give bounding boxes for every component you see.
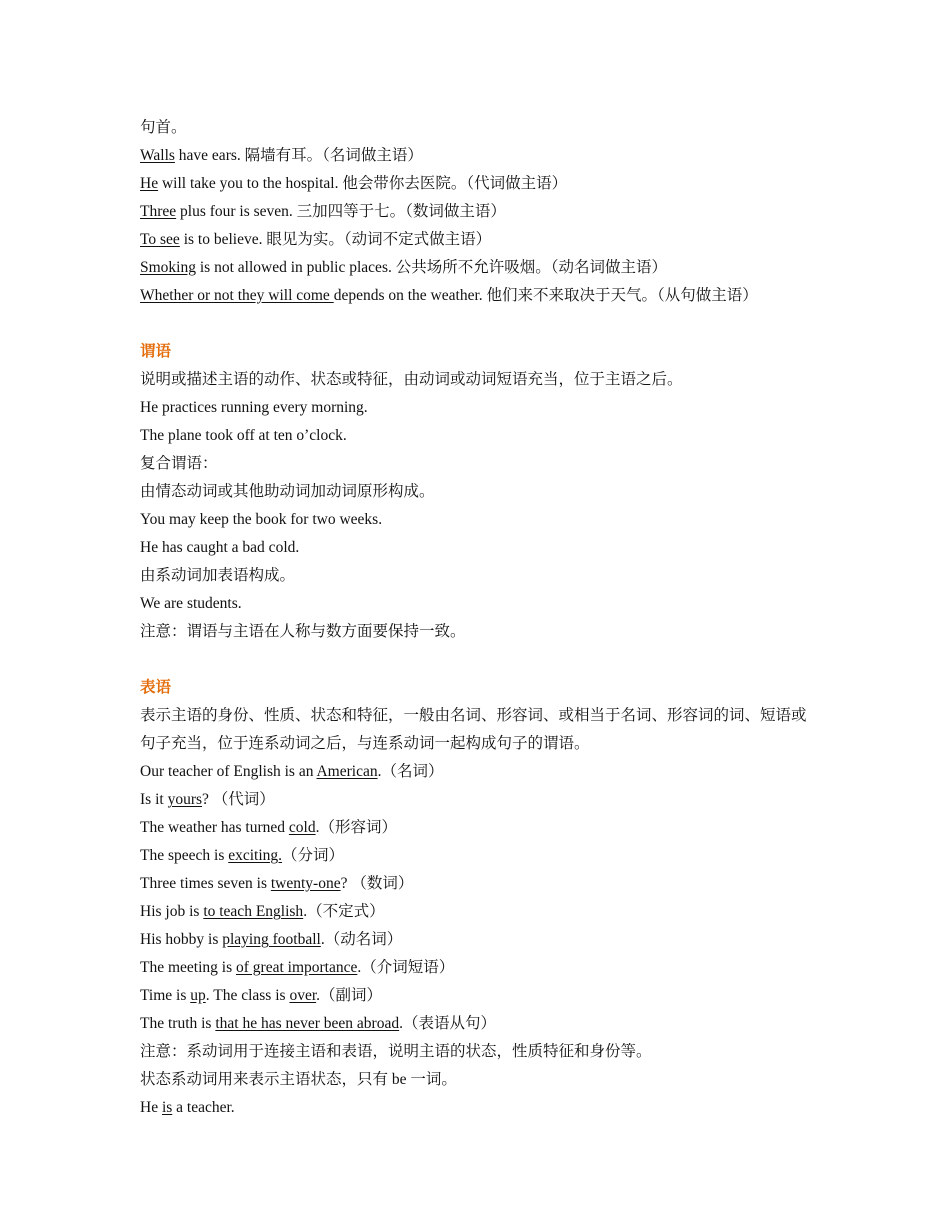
sentence-pre: The weather has turned <box>140 819 289 836</box>
sentence-pre: Three times seven is <box>140 875 271 892</box>
underlined-predicative: over <box>289 987 317 1004</box>
text-line: We are students. <box>140 595 242 612</box>
sentence-pre: His hobby is <box>140 931 223 948</box>
sentence-post: ? （数词） <box>340 875 414 892</box>
example-sentence <box>140 226 820 254</box>
underlined-subject: To see <box>140 231 180 248</box>
example-sentence <box>140 898 820 926</box>
text-line: 由系动词加表语构成。 <box>140 567 296 584</box>
underlined-predicative: up <box>190 987 206 1004</box>
example-sentence <box>140 954 820 982</box>
sentence-post: .（不定式） <box>303 903 385 920</box>
underlined-predicative: that he has never been abroad <box>215 1015 400 1032</box>
sentence-rest: plus four is seven. 三加四等于七。（数词做主语） <box>176 203 506 220</box>
underlined-subject: Smoking <box>140 259 196 276</box>
sentence-pre: The meeting is <box>140 959 236 976</box>
underlined-predicative: playing football <box>222 931 321 948</box>
text-line: He has caught a bad cold. <box>140 539 300 556</box>
example-sentence <box>140 786 820 814</box>
sentence-post: ? （代词） <box>202 791 275 808</box>
section-heading-predicative: 表语 <box>140 679 172 696</box>
example-sentence <box>140 254 820 282</box>
text-line: 由情态动词或其他助动词加动词原形构成。 <box>140 483 435 500</box>
example-sentence <box>140 842 820 870</box>
underlined-predicative: exciting. <box>228 847 283 864</box>
underlined-predicative: of great importance <box>236 959 358 976</box>
sentence-pre: He <box>140 1099 162 1116</box>
intro-paragraph: 表示主语的身份、性质、状态和特征，一般由名词、形容词、或相当于名词、形容词的词、短语或句子充当，位于连系动词之后，与连系动词一起构成句子的谓语。 <box>140 707 807 752</box>
sentence-rest: is to believe. 眼见为实。（动词不定式做主语） <box>179 231 492 248</box>
example-sentence <box>140 926 820 954</box>
underlined-predicative: cold <box>288 819 316 836</box>
text-line: 复合谓语： <box>140 455 218 472</box>
underlined-subject: He <box>140 175 159 192</box>
text-line: He practices running every morning. <box>140 399 368 416</box>
sentence-post: .（动名词） <box>320 931 403 948</box>
example-sentence <box>140 1094 820 1122</box>
sentence-rest: have ears. 隔墙有耳。（名词做主语） <box>174 147 423 164</box>
sentence-pre: The truth is <box>140 1015 216 1032</box>
underlined-subject: Three <box>140 203 177 220</box>
example-sentence <box>140 870 820 898</box>
underlined-predicative: twenty-one <box>270 875 341 892</box>
section-heading-predicate: 谓语 <box>140 343 172 360</box>
underlined-predicative: yours <box>167 791 203 808</box>
example-sentence <box>140 170 820 198</box>
sentence-rest: is not allowed in public places. 公共场所不允许吸烟。（动名词做主语） <box>195 259 667 276</box>
example-sentence <box>140 1010 820 1038</box>
sentence-post: .（介词短语） <box>357 959 455 976</box>
sentence-rest: will take you to the hospital. 他会带你去医院。（代词做主语） <box>158 175 568 192</box>
underlined-predicative: to teach English <box>203 903 304 920</box>
note-line: 状态系动词用来表示主语状态，只有 be 一词。 <box>140 1071 457 1088</box>
sentence-post: .（形容词） <box>315 819 397 836</box>
sentence-pre: His job is <box>140 903 204 920</box>
sentence-post: （分词） <box>282 847 345 864</box>
note-line: 注意：系动词用于连接主语和表语，说明主语的状态，性质特征和身份等。 <box>140 1043 652 1060</box>
paragraph-spacer <box>140 646 820 674</box>
sentence-rest: depends on the weather. 他们来不来取决于天气。（从句做主语） <box>333 287 758 304</box>
example-sentence <box>140 198 820 226</box>
paragraph-spacer <box>140 310 820 338</box>
text-line: The plane took off at ten o’clock. <box>140 427 347 444</box>
example-sentence <box>140 982 820 1010</box>
underlined-subject: Walls <box>140 147 175 164</box>
sentence-pre: Time is <box>140 987 191 1004</box>
sentence-pre: Our teacher of English is an <box>140 763 317 780</box>
sentence-post: a teacher. <box>172 1099 235 1116</box>
sentence-mid: . The class is <box>205 987 290 1004</box>
underlined-subject: Whether or not they will come <box>140 287 334 304</box>
example-sentence <box>140 758 820 786</box>
text-line: 句首。 <box>140 119 187 136</box>
underlined-verb: is <box>161 1099 173 1116</box>
text-line: You may keep the book for two weeks. <box>140 511 383 528</box>
sentence-post: .（副词） <box>316 987 383 1004</box>
sentence-pre: The speech is <box>140 847 229 864</box>
sentence-post: .（名词） <box>377 763 444 780</box>
example-sentence <box>140 282 820 310</box>
document-page <box>140 114 820 1122</box>
example-sentence <box>140 142 820 170</box>
sentence-pre: Is it <box>140 791 168 808</box>
sentence-post: .（表语从句） <box>399 1015 496 1032</box>
text-line: 注意：谓语与主语在人称与数方面要保持一致。 <box>140 623 466 640</box>
underlined-predicative: American <box>316 763 378 780</box>
text-line: 说明或描述主语的动作、状态或特征，由动词或动词短语充当，位于主语之后。 <box>140 371 683 388</box>
example-sentence <box>140 814 820 842</box>
